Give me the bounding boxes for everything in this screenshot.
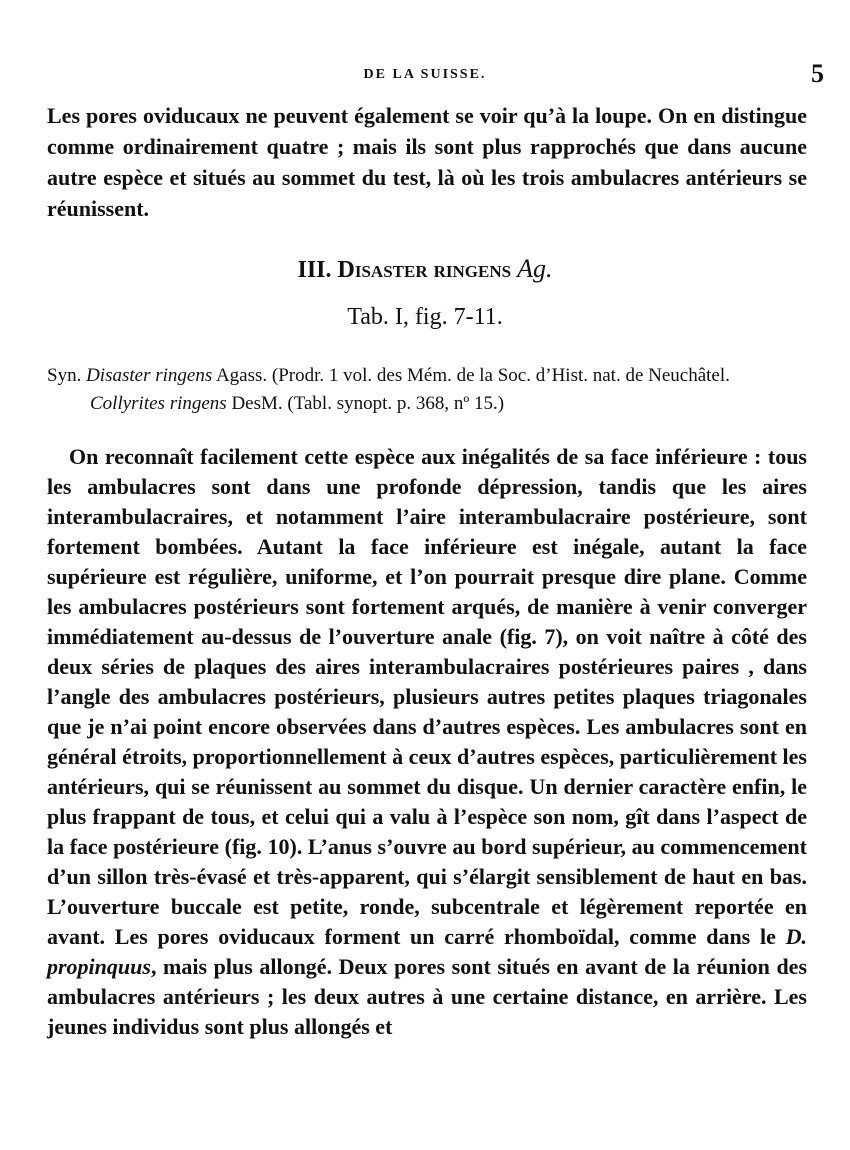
synonymy-prefix: Syn. — [47, 365, 82, 386]
synonymy-block — [47, 362, 817, 418]
species-epithet: ringens — [433, 257, 512, 283]
plate-reference: Tab. I, fig. 7-11. — [347, 304, 503, 330]
species-author: Ag. — [517, 254, 553, 283]
synonym-name-2: Collyrites ringens — [90, 393, 227, 414]
species-heading — [0, 254, 850, 285]
intro-text: Les pores oviducaux ne peuvent également se voir qu’à la loupe. On en distingue comme ordinairement quatre ; mais ils sont plus rapprochés que dans aucune autre espèce et situés au sommet du test, là où les trois ambulacres antérieurs se réunissent. — [47, 103, 807, 221]
synonymy-line-1 — [47, 362, 817, 390]
description-part-1: On reconnaît facilement cette espèce aux inégalités de sa face inférieure : tous les ambulacres sont dans une profonde dépression, tandis que les aires interambulacraires, et notamment l’aire interambulacraire postérieure, sont fortement bombées. Autant la face inférieure est inégale, autant la face supérieure est régulière, uniforme, et l’on pourrait presque dire plane. Comme les ambulacres postérieurs sont fortement arqués, de manière à venir converger immédiatement au-dessus de l’ouverture anale (fig. 7), on voit naître à côté des deux séries de plaques des aires interambulacraires postérieures paires , dans l’angle des ambulacres postérieurs, plusieurs autres petites plaques triagonales que je n’ai point encore observées dans d’autres espèces. Les ambulacres sont en général étroits, proportionnellement à ceux d’autres espèces, particulièrement les antérieurs, qui se réunissent au sommet du disque. Un dernier caractère enfin, le plus frappant de tous, et celui qui a valu à l’espèce son nom, gît dans l’aspect de la face postérieure (fig. 10). L’anus s’ouvre au bord supérieur, au commencement d’un sillon très-évasé et très-apparent, qui s’élargit sensiblement de haut en bas. L’ouverture buccale est petite, ronde, subcentrale et légèrement reportée en avant. Les pores oviducaux forment un carré rhomboïdal, comme dans le — [47, 444, 807, 949]
synonymy-line-2 — [47, 390, 817, 418]
running-title: DE LA SUISSE. — [363, 67, 487, 82]
running-head — [0, 59, 850, 88]
description-part-2: , mais plus allongé. Deux pores sont situés en avant de la réunion des ambulacres antérieurs ; les deux autres à une certaine distance, en arrière. Les jeunes individus sont plus allongés et — [47, 954, 807, 1039]
page-number: 5 — [811, 59, 824, 88]
synonym-name-1: Disaster ringens — [86, 365, 213, 386]
description-text — [47, 442, 807, 1042]
intro-paragraph — [47, 100, 807, 224]
species-reference-italic: D. propinquus — [47, 924, 807, 979]
synonym-ref-2: DesM. (Tabl. synopt. p. 368, nº 15.) — [231, 393, 505, 414]
description-paragraph — [47, 442, 807, 1042]
species-number: III. — [297, 257, 332, 283]
synonym-ref-1: Agass. (Prodr. 1 vol. des Mém. de la Soc. d’Hist. nat. de Neuchâtel. — [215, 365, 730, 386]
species-genus: Disaster — [337, 257, 428, 283]
